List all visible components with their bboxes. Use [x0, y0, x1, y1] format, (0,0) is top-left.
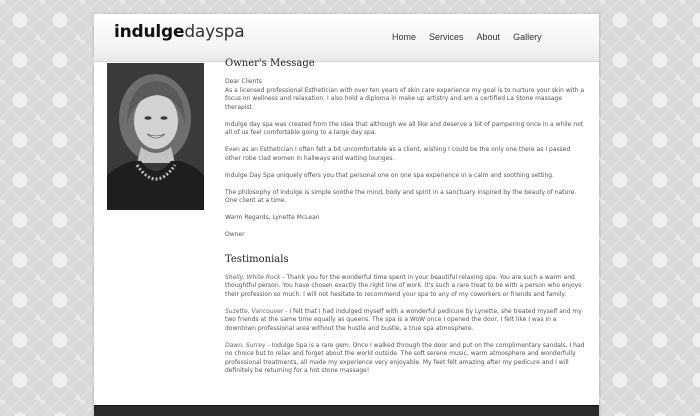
owner-paragraph-4: Indulge Day Spa uniquely offers you that personal one on one spa experience in a calm and soothing setting. [225, 171, 555, 179]
nav-about[interactable]: About [476, 32, 501, 42]
testimonial-text: - Thank you for the wonderful time spent in your beautiful relaxing spa. You are such a warm and thoughtful person. You have chosen exactly the right line of work. It's such a rare treat to be with a person who enjoys their profession so much. I will not hesitate to recommend your spa to any of my coworkers or friends and family. [225, 273, 582, 298]
owner-paragraph-1: Dear Clients As a licensed professional Esthetician with over ten years of skin care experience my goal is to nurture your skin with a focus on wellness and relaxation. I also hold a diploma in make up artistry and am a certified La Stone massage therapist. [225, 78, 585, 111]
testimonial-text: - I felt that I had indulged myself with a wonderful pedicure by Lynette, she treated myself and my two friends at the same time equally as queens. The spa is a WoW once I opened the door, I felt like I was in a downtown professional area without the hustle and bustle, a true spa atmosphere. [225, 307, 582, 332]
logo-bold-text: indulge [114, 22, 185, 42]
owner-paragraph-2: Indulge day spa was created from the idea that although we all like and deserve a bit of pampering once in a while not all of us feel comfortable going to a large day spa. [225, 120, 584, 136]
site-header [94, 14, 599, 62]
nav-gallery[interactable]: Gallery [513, 32, 542, 42]
testimonial-author: Suzette, Vancouver [225, 307, 284, 315]
site-logo[interactable] [114, 22, 244, 42]
owner-paragraph-3: Even as an Esthetician I often felt a bit uncomfortable as a client, wishing I could be the only one there as I passed other robe clad women in hallways and waiting lounges. [225, 146, 571, 162]
main-content [225, 58, 585, 384]
nav-home[interactable]: Home [392, 32, 417, 42]
owner-message-title: Owner's Message [225, 58, 315, 69]
testimonial-2 [225, 308, 585, 334]
owner-portrait-image [107, 63, 204, 210]
main-nav [392, 32, 555, 42]
testimonial-author: Dawn, Surrey [225, 341, 266, 349]
nav-services[interactable]: Services [429, 32, 464, 42]
testimonials-title: Testimonials [225, 253, 289, 265]
logo-thin-text: dayspa [184, 22, 245, 42]
testimonial-author: Shelly, White Rock [225, 273, 281, 281]
site-footer [94, 405, 599, 416]
testimonial-1 [225, 274, 585, 300]
testimonial-text: - Indulge Spa is a rare gem. Once I walked through the door and put on the complimentary sandals, I had no choice but to relax and forget about the world outside. The soft serene music, warm atmosphere and wonderfully professional treatments, all made my experience very enjoyable. My feet felt amazing after my pedicure and I will definitely be returning for a hot stone massage! [225, 341, 585, 374]
owner-photo [107, 63, 204, 210]
owner-signoff: Warm Regards, Lynette McLean [225, 214, 320, 221]
page-container [94, 14, 599, 416]
owner-role: Owner [225, 231, 245, 238]
testimonial-3 [225, 342, 585, 376]
owner-paragraph-5: The philosophy of Indulge is simple soothe the mind, body and spirit in a sanctuary inspired by the beauty of nature. One client at a time. [225, 188, 577, 204]
